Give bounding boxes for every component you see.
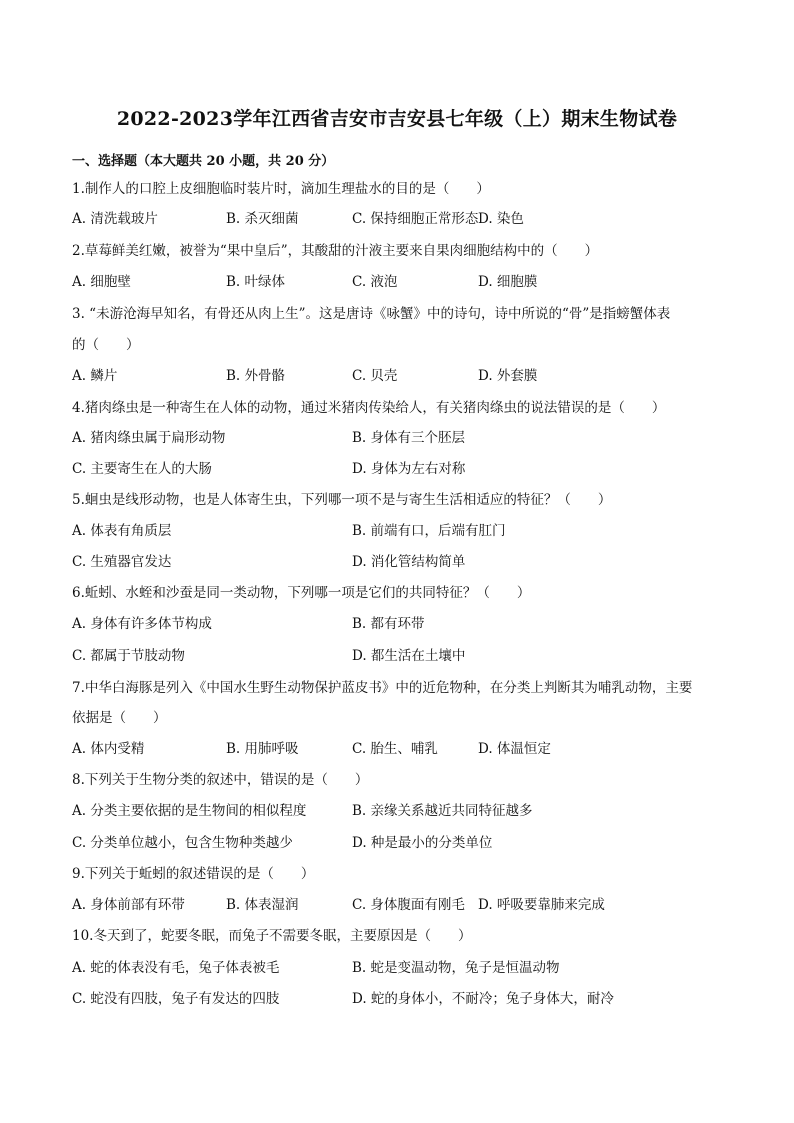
q5-option-c[interactable]: C. 生殖器官发达: [72, 554, 172, 570]
q9-option-c[interactable]: C. 身体腹面有刚毛: [352, 897, 465, 913]
q1-option-a[interactable]: A. 清洗载玻片: [72, 211, 158, 227]
q4-option-a[interactable]: A. 猪肉绦虫属于扁形动物: [72, 430, 226, 446]
q4-option-d[interactable]: D. 身体为左右对称: [352, 461, 466, 477]
question-8-options-row1: [72, 799, 732, 819]
question-1-options: [72, 207, 732, 227]
question-2-options: [72, 270, 732, 290]
q10-option-b[interactable]: B. 蛇是变温动物，兔子是恒温动物: [352, 960, 560, 976]
q6-option-c[interactable]: C. 都属于节肢动物: [72, 648, 185, 664]
question-3-stem-cont: 的（ ）: [72, 337, 140, 353]
q1-option-b[interactable]: B. 杀灭细菌: [226, 211, 299, 227]
q10-option-d[interactable]: D. 蛇的身体小，不耐冷；兔子身体大，耐冷: [352, 991, 614, 1007]
question-10-stem: 10.冬天到了，蛇要冬眠，而兔子不需要冬眠，主要原因是（ ）: [72, 928, 472, 944]
question-8-stem: 8.下列关于生物分类的叙述中，错误的是（ ）: [72, 772, 369, 788]
q3-option-b[interactable]: B. 外骨骼: [226, 368, 286, 384]
q4-option-b[interactable]: B. 身体有三个胚层: [352, 430, 466, 446]
q7-option-b[interactable]: B. 用肺呼吸: [226, 741, 299, 757]
question-10-options-row1: [72, 956, 732, 976]
question-5-options-row2: [72, 550, 732, 570]
exam-title: 2022-2023学年江西省吉安市吉安县七年级（上）期末生物试卷: [116, 108, 678, 130]
question-7-options: [72, 737, 732, 757]
q5-option-d[interactable]: D. 消化管结构简单: [352, 554, 466, 570]
q6-option-b[interactable]: B. 都有环带: [352, 616, 425, 632]
question-6-options-row1: [72, 612, 732, 632]
question-5-stem: 5.蛔虫是线形动物，也是人体寄生虫，下列哪一项不是与寄生生活相适应的特征？（ ）: [72, 492, 612, 508]
question-4-stem: 4.猪肉绦虫是一种寄生在人体的动物，通过米猪肉传染给人，有关猪肉绦虫的说法错误的是（ ）: [72, 400, 666, 416]
question-10-options-row2: [72, 987, 732, 1007]
q2-option-a[interactable]: A. 细胞壁: [72, 274, 131, 290]
q7-option-c[interactable]: C. 胎生、哺乳: [352, 741, 438, 757]
q3-option-a[interactable]: A. 鳞片: [72, 368, 118, 384]
q8-option-b[interactable]: B. 亲缘关系越近共同特征越多: [352, 803, 533, 819]
q9-option-b[interactable]: B. 体表湿润: [226, 897, 299, 913]
question-3-options: [72, 364, 732, 384]
question-3-stem: 3. “未游沧海早知名，有骨还从肉上生”。这是唐诗《咏蟹》中的诗句，诗中所说的“骨”是指螃蟹体表: [72, 306, 671, 322]
question-7-stem: 7.中华白海豚是列入《中国水生野生动物保护蓝皮书》中的近危物种，在分类上判断其为哺乳动物，主要: [72, 680, 693, 696]
q2-option-b[interactable]: B. 叶绿体: [226, 274, 286, 290]
question-8-options-row2: [72, 831, 732, 851]
q2-option-d[interactable]: D. 细胞膜: [478, 274, 538, 290]
q5-option-b[interactable]: B. 前端有口，后端有肛门: [352, 523, 506, 539]
q3-option-c[interactable]: C. 贝壳: [352, 368, 398, 384]
q8-option-a[interactable]: A. 分类主要依据的是生物间的相似程度: [72, 803, 307, 819]
q1-option-d[interactable]: D. 染色: [478, 211, 524, 227]
section-heading: 一、选择题（本大题共 20 小题，共 20 分）: [72, 154, 335, 169]
question-7-stem-cont: 依据是（ ）: [72, 710, 167, 726]
question-6-stem: 6.蚯蚓、水蛭和沙蚕是同一类动物，下列哪一项是它们的共同特征？（ ）: [72, 585, 531, 601]
question-4-options-row2: [72, 457, 732, 477]
question-4-options-row1: [72, 426, 732, 446]
question-2-stem: 2.草莓鲜美红嫩，被誉为“果中皇后”，其酸甜的汁液主要来自果肉细胞结构中的（ ）: [72, 243, 599, 259]
question-9-stem: 9.下列关于蚯蚓的叙述错误的是（ ）: [72, 866, 315, 882]
q6-option-a[interactable]: A. 身体有许多体节构成: [72, 616, 212, 632]
q8-option-c[interactable]: C. 分类单位越小，包含生物种类越少: [72, 835, 293, 851]
q2-option-c[interactable]: C. 液泡: [352, 274, 398, 290]
q10-option-a[interactable]: A. 蛇的体表没有毛，兔子体表被毛: [72, 960, 280, 976]
q8-option-d[interactable]: D. 种是最小的分类单位: [352, 835, 493, 851]
q9-option-a[interactable]: A. 身体前部有环带: [72, 897, 185, 913]
q4-option-c[interactable]: C. 主要寄生在人的大肠: [72, 461, 212, 477]
q3-option-d[interactable]: D. 外套膜: [478, 368, 538, 384]
q5-option-a[interactable]: A. 体表有角质层: [72, 523, 172, 539]
q7-option-a[interactable]: A. 体内受精: [72, 741, 145, 757]
q10-option-c[interactable]: C. 蛇没有四肢，兔子有发达的四肢: [72, 991, 280, 1007]
q7-option-d[interactable]: D. 体温恒定: [478, 741, 551, 757]
question-9-options: [72, 893, 732, 913]
question-5-options-row1: [72, 519, 732, 539]
question-6-options-row2: [72, 644, 732, 664]
q6-option-d[interactable]: D. 都生活在土壤中: [352, 648, 466, 664]
q9-option-d[interactable]: D. 呼吸要靠肺来完成: [478, 897, 605, 913]
question-1-stem: 1.制作人的口腔上皮细胞临时装片时，滴加生理盐水的目的是（ ）: [72, 181, 490, 197]
q1-option-c[interactable]: C. 保持细胞正常形态: [352, 211, 479, 227]
